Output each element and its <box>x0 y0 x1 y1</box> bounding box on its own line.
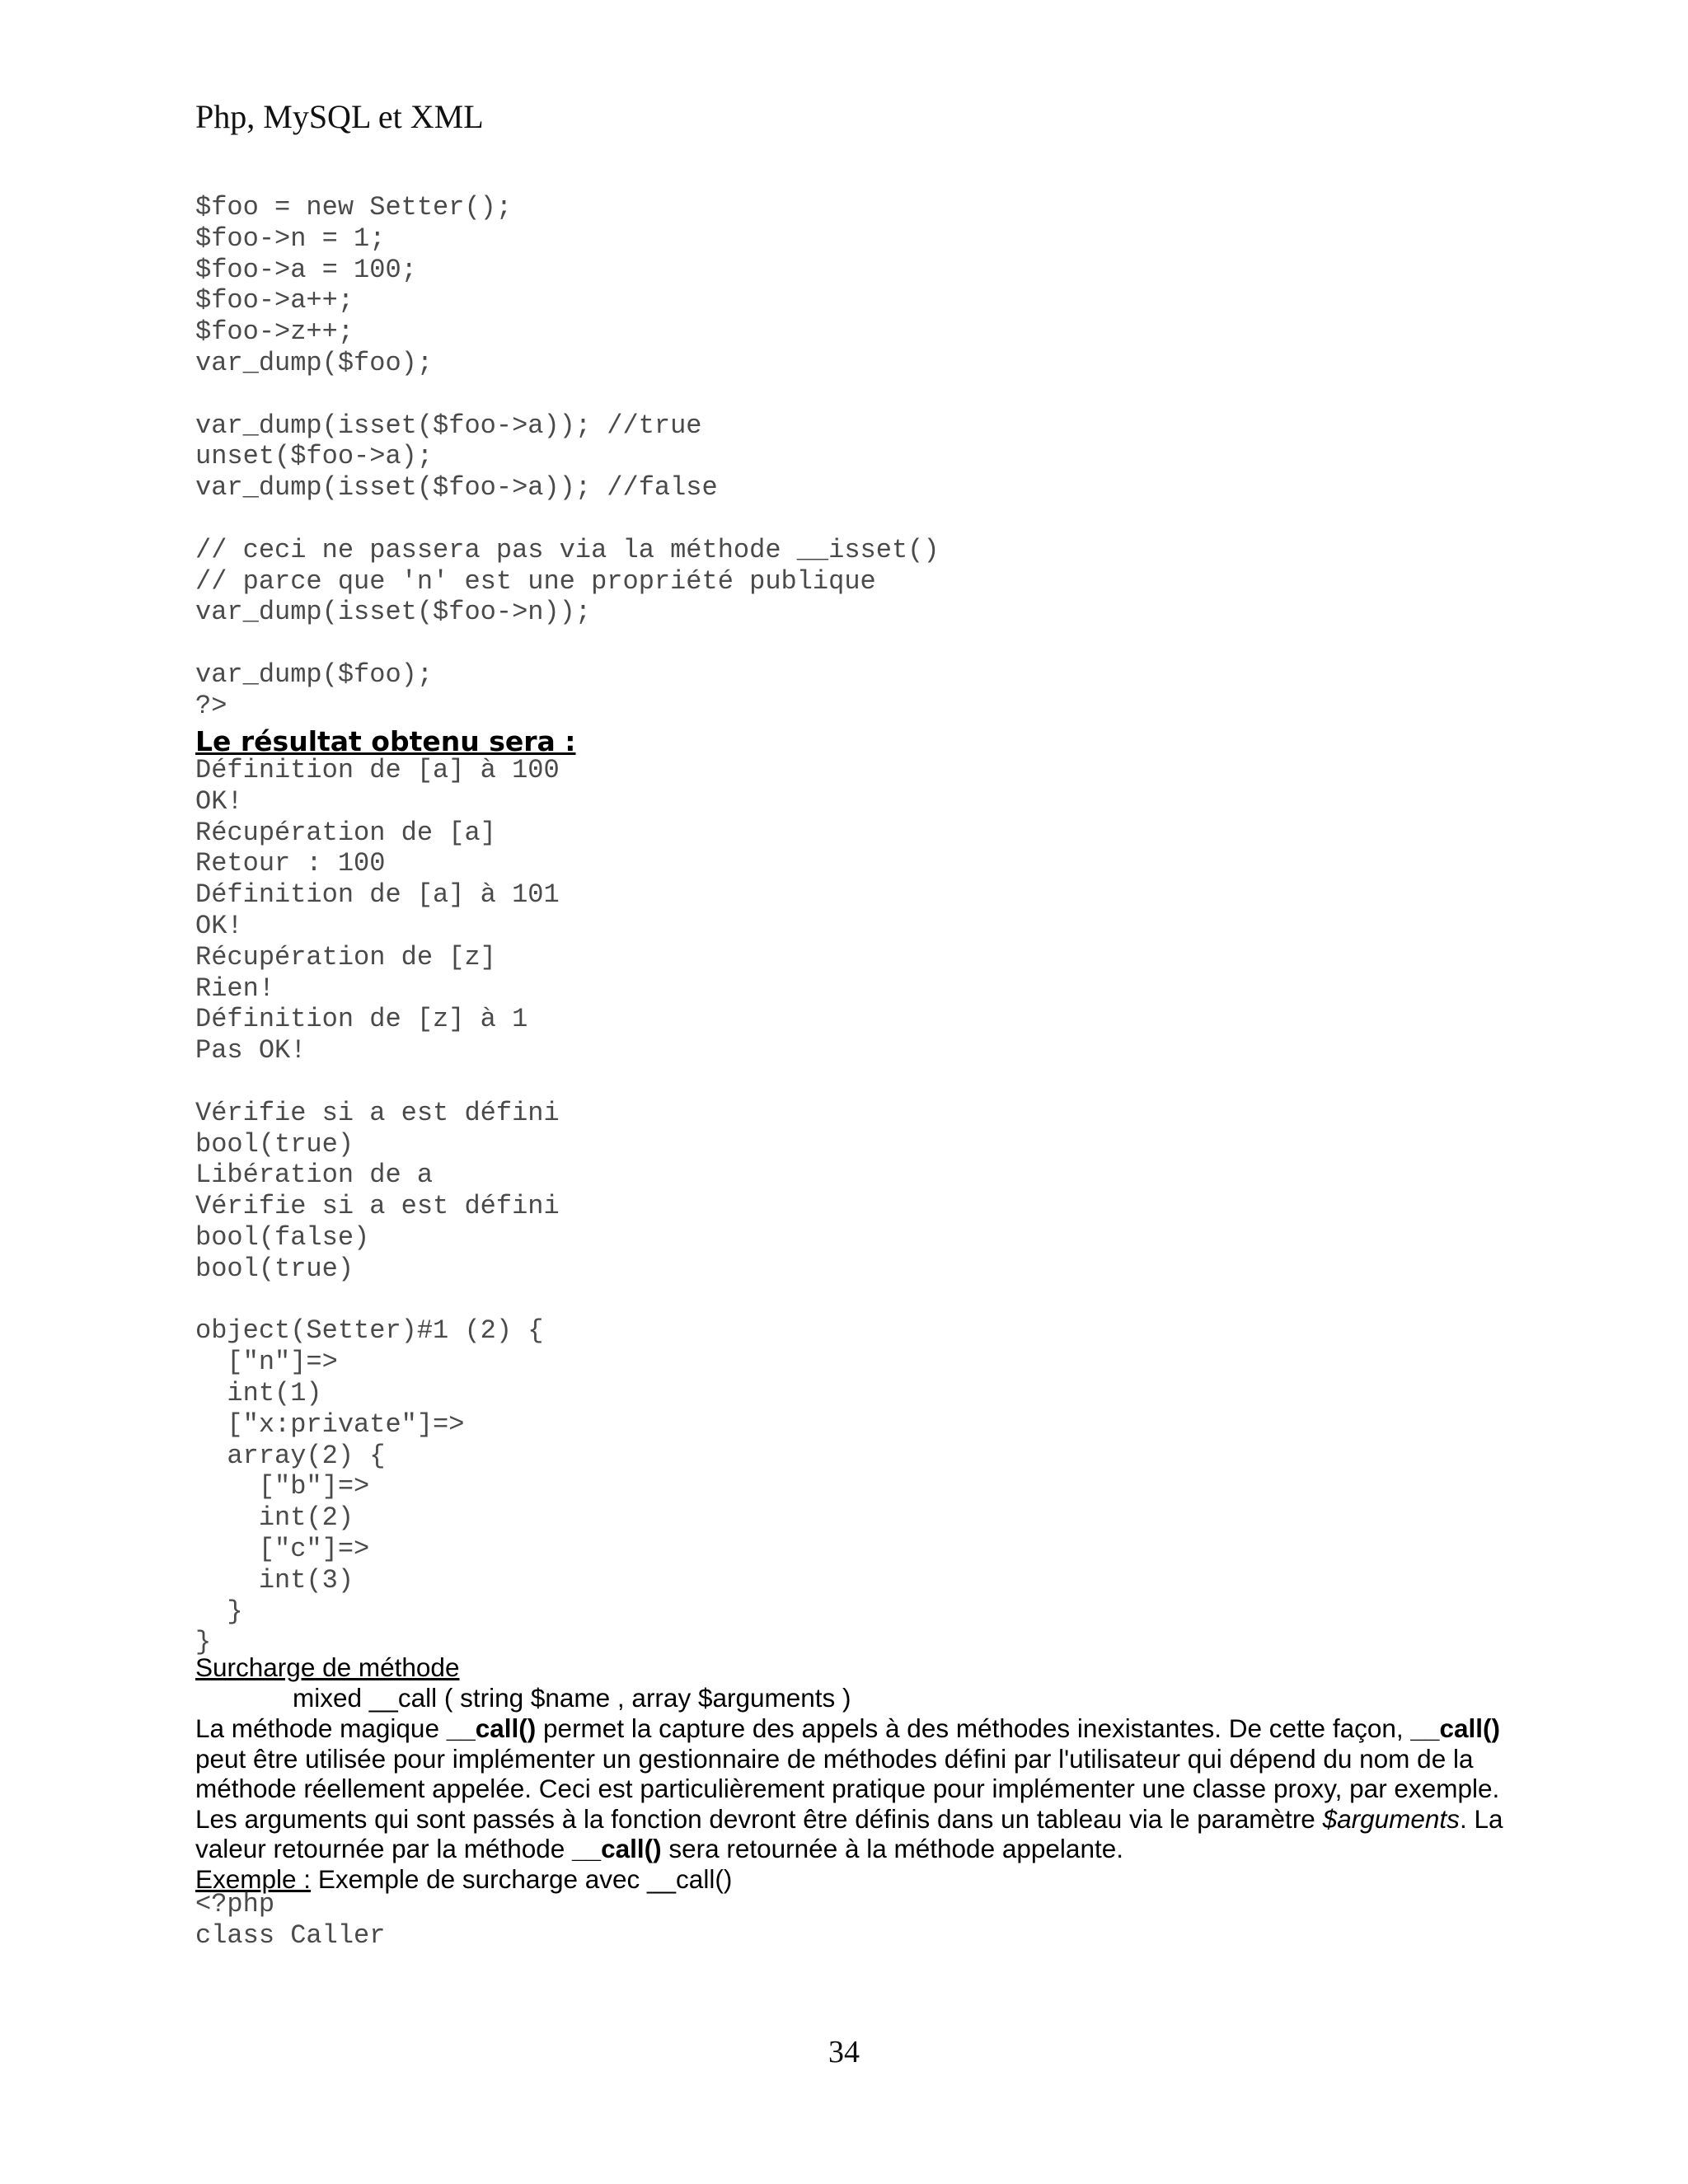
code-line: Vérifie si a est défini <box>195 1097 560 1128</box>
call-keyword: __call() <box>1410 1713 1500 1743</box>
code-line: Libération de a <box>195 1160 434 1191</box>
code-line: unset($foo->a); <box>195 441 434 472</box>
example-text: Exemple de surcharge avec __call() <box>311 1864 733 1894</box>
code-line: // parce que 'n' est une propriété publique <box>195 565 876 597</box>
code-line: <?php <box>195 1889 275 1919</box>
code-block-setter-usage <box>195 192 940 722</box>
code-line: } <box>195 1596 243 1627</box>
code-line: // ceci ne passera pas via la méthode __isset() <box>195 534 940 565</box>
call-description-paragraph <box>195 1713 1506 1864</box>
code-line: $foo->n = 1; <box>195 223 386 254</box>
result-heading: Le résultat obtenu sera : <box>195 725 576 757</box>
code-line <box>195 1066 560 1098</box>
paragraph-text: permet la capture des appels à des méthodes inexistantes. De cette façon, <box>536 1713 1411 1743</box>
code-line: array(2) { <box>195 1440 386 1471</box>
code-line: var_dump($foo); <box>195 347 434 378</box>
code-line: bool(false) <box>195 1221 370 1253</box>
code-line: int(1) <box>195 1377 322 1408</box>
paragraph-text: peut être utilisée pour implémenter un gestionnaire de méthodes défini par l'utilisateur qui dépend du nom de la méthode réellement appelée. Ceci est particulièrement pratique pour implémenter une classe proxy, par exemple. Les arguments qui sont passés à la fonction devront être définis dans un tableau via le paramètre <box>195 1743 1500 1834</box>
code-line <box>195 628 940 659</box>
code-line <box>195 379 940 410</box>
code-line: Pas OK! <box>195 1035 307 1066</box>
page-header: Php, MySQL et XML <box>195 98 484 135</box>
code-line: var_dump(isset($foo->a)); //true <box>195 410 702 441</box>
code-line: Définition de [a] à 100 <box>195 755 560 785</box>
code-line: ["x:private"]=> <box>195 1408 465 1440</box>
code-line: class Caller <box>195 1919 386 1951</box>
code-line: OK! <box>195 910 243 941</box>
code-line: Définition de [a] à 101 <box>195 879 560 911</box>
code-line: $foo->z++; <box>195 316 354 348</box>
code-line: bool(true) <box>195 1128 354 1160</box>
code-line: var_dump(isset($foo->a)); //false <box>195 472 718 504</box>
code-line: Rien! <box>195 972 275 1004</box>
code-line: OK! <box>195 785 243 817</box>
code-line: Vérifie si a est défini <box>195 1191 560 1222</box>
example-label: Exemple : <box>195 1864 312 1894</box>
code-line: int(2) <box>195 1502 354 1534</box>
paragraph-text: . La valeur retournée par la méthode <box>195 1803 1503 1863</box>
code-line: $foo->a = 100; <box>195 254 417 285</box>
code-line: ["b"]=> <box>195 1471 370 1502</box>
code-line: $foo->a++; <box>195 285 354 316</box>
code-line: Récupération de [a] <box>195 817 496 848</box>
code-line: Récupération de [z] <box>195 941 496 972</box>
code-line: ["n"]=> <box>195 1347 338 1378</box>
section-title-method-overloading: Surcharge de méthode <box>195 1652 460 1682</box>
arguments-param: $arguments <box>1322 1803 1460 1834</box>
page-number: 34 <box>828 2035 860 2069</box>
code-line <box>195 504 940 535</box>
code-line: Définition de [z] à 1 <box>195 1004 528 1035</box>
code-line: $foo = new Setter(); <box>195 192 513 223</box>
code-line: Retour : 100 <box>195 848 386 879</box>
code-line: ?> <box>195 690 227 721</box>
call-keyword: __call() <box>572 1834 662 1863</box>
code-line: int(3) <box>195 1564 354 1596</box>
code-line: } <box>195 1627 212 1658</box>
code-line: var_dump(isset($foo->n)); <box>195 597 592 628</box>
output-block <box>195 755 560 1658</box>
code-line: bool(true) <box>195 1253 354 1284</box>
call-signature: mixed __call ( string $name , array $arguments ) <box>293 1683 851 1713</box>
call-keyword: __call() <box>446 1713 537 1743</box>
code-line: ["c"]=> <box>195 1533 370 1564</box>
code-line <box>195 1285 560 1316</box>
paragraph-text: La méthode magique <box>195 1713 447 1743</box>
code-line: object(Setter)#1 (2) { <box>195 1315 544 1347</box>
code-block-caller <box>195 1889 385 1952</box>
paragraph-text: sera retournée à la méthode appelante. <box>661 1834 1123 1863</box>
code-line: var_dump($foo); <box>195 658 434 690</box>
